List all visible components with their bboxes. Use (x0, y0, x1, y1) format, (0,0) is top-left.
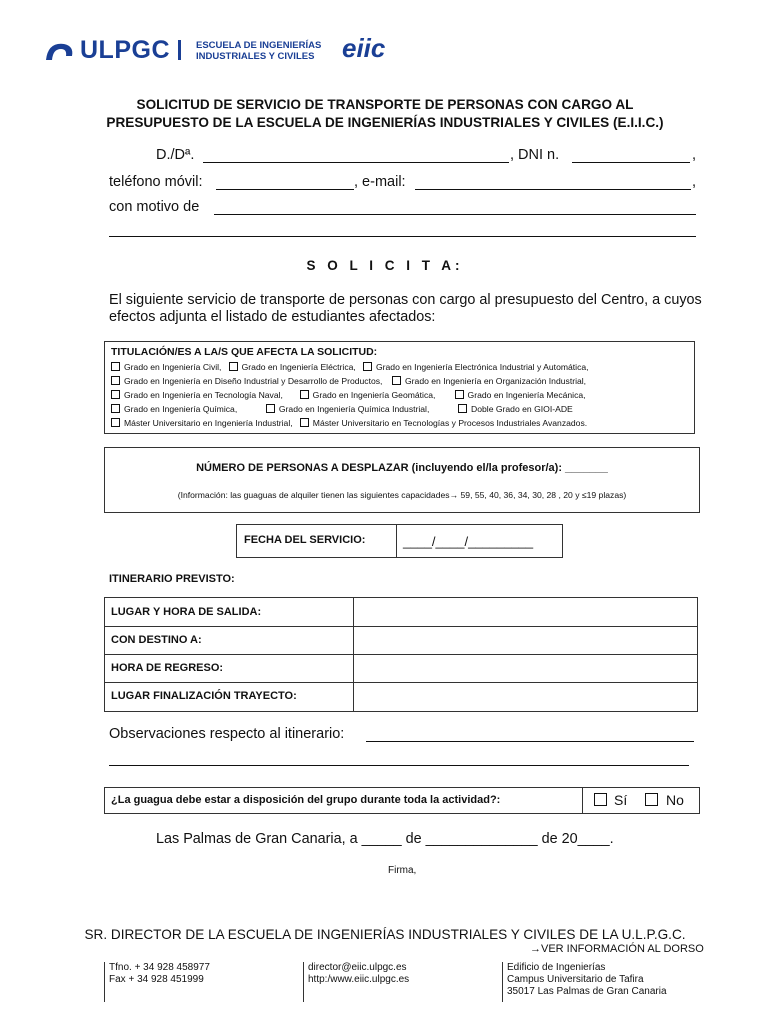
option-label: Grado en Ingeniería Geomática, (312, 390, 436, 400)
checkbox[interactable] (111, 418, 120, 427)
checkbox[interactable] (266, 404, 275, 413)
director-line: SR. DIRECTOR DE LA ESCUELA DE INGENIERÍAS INDUSTRIALES Y CIVILES DE LA U.L.P.G.C. (84, 927, 686, 942)
email-label: , e-mail: (354, 174, 406, 190)
personas-box (104, 447, 700, 513)
titulaciones-heading: TITULACIÓN/ES A LA/S QUE AFECTA LA SOLICITUD: (111, 346, 378, 358)
option-label: Máster Universitario en Ingeniería Industrial, (124, 418, 293, 428)
row-label: HORA DE REGRESO: (111, 662, 224, 674)
yes-label: Sí (614, 792, 628, 808)
option-label: Grado en Ingeniería en Organización Industrial, (405, 376, 587, 386)
fecha-label: FECHA DEL SERVICIO: (244, 534, 366, 546)
dni-label: , DNI n. (510, 147, 560, 163)
titulaciones-row (111, 376, 586, 386)
request-paragraph: El siguiente servicio de transporte de personas con cargo al presupuesto del Centro, a cuyos efectos adjunta el listado de estudiantes afectados: (109, 292, 702, 325)
comma-2: , (692, 174, 697, 190)
footer-web (303, 962, 409, 1002)
ulpgc-emblem-icon (44, 40, 76, 62)
itinerario-table (104, 597, 698, 712)
observaciones-field[interactable] (366, 727, 694, 742)
footer-address (502, 962, 667, 1002)
firma-label: Firma, (388, 865, 417, 876)
phone-field[interactable] (216, 175, 354, 190)
option-label: Grado en Ingeniería Electrónica Industrial y Automática, (375, 362, 589, 372)
titulaciones-row (111, 362, 589, 372)
footer-contact (104, 962, 210, 1002)
titulaciones-box (104, 341, 695, 434)
dni-field[interactable] (572, 148, 690, 163)
checkbox[interactable] (300, 390, 309, 399)
fax-text: Fax + 34 928 451999 (109, 974, 204, 985)
comma: , (692, 147, 697, 163)
name-label: D./Dª. (156, 147, 195, 163)
guagua-question: ¿La guagua debe estar a disposición del grupo durante toda la actividad?: (111, 794, 501, 806)
no-checkbox[interactable] (645, 793, 658, 806)
personas-label: NÚMERO DE PERSONAS A DESPLAZAR (incluyendo el/la profesor/a): _______ (196, 462, 608, 474)
option-label: Grado en Ingeniería Mecánica, (467, 390, 586, 400)
checkbox[interactable] (363, 362, 372, 371)
option-label: Grado en Ingeniería Química, (124, 404, 238, 414)
school-line-2: INDUSTRIALES Y CIVILES (196, 51, 315, 62)
fecha-field[interactable]: ____/____/_________ (403, 534, 534, 549)
reason-field[interactable] (214, 200, 696, 215)
phone-label: teléfono móvil: (109, 174, 203, 190)
checkbox[interactable] (111, 362, 120, 371)
address-line: Campus Universitario de Tafira (507, 974, 644, 985)
solicita-heading: S O L I C I T A: (306, 258, 464, 273)
checkbox[interactable] (455, 390, 464, 399)
title-line-2: PRESUPUESTO DE LA ESCUELA DE INGENIERÍAS INDUSTRIALES Y CIVILES (E.I.I.C.) (106, 115, 664, 130)
checkbox[interactable] (111, 404, 120, 413)
title-line-1: SOLICITUD DE SERVICIO DE TRANSPORTE DE PERSONAS CON CARGO AL (136, 97, 634, 112)
option-label: Grado en Ingeniería Eléctrica, (241, 362, 356, 372)
address-line: Edificio de Ingenierías (507, 962, 606, 973)
ulpgc-logo-text: ULPGC (80, 36, 170, 64)
row-label: LUGAR FINALIZACIÓN TRAYECTO: (111, 690, 297, 702)
titulaciones-row (111, 418, 587, 428)
option-label: Grado en Ingeniería Civil, (124, 362, 222, 372)
option-label: Grado en Ingeniería Química Industrial, (278, 404, 430, 414)
yes-checkbox[interactable] (594, 793, 607, 806)
reason-field-line-2[interactable] (109, 222, 696, 237)
itinerario-heading: ITINERARIO PREVISTO: (109, 573, 235, 585)
personas-info: (Información: las guaguas de alquiler tienen las siguientes capacidades→ 59, 55, 40, 36, 34, 30, 28 , 20 y ≤19 plazas) (177, 490, 627, 500)
phone-text: Tfno. + 34 928 458977 (109, 962, 210, 973)
no-label: No (666, 792, 684, 808)
school-line-1: ESCUELA DE INGENIERÍAS (196, 40, 322, 51)
guagua-question-cell (105, 788, 583, 813)
row-label: LUGAR Y HORA DE SALIDA: (111, 606, 262, 618)
option-label: Grado en Ingeniería en Tecnología Naval, (124, 390, 283, 400)
dorso-note: →VER INFORMACIÓN AL DORSO (530, 943, 704, 955)
titulaciones-row (111, 390, 586, 400)
guagua-box (104, 787, 700, 814)
table-divider (353, 598, 354, 711)
document-title (40, 96, 730, 132)
logo-divider (178, 40, 181, 60)
checkbox[interactable] (111, 376, 120, 385)
titulaciones-row (111, 404, 573, 414)
address-line: 35017 Las Palmas de Gran Canaria (507, 986, 667, 997)
option-label: Máster Universitario en Tecnologías y Procesos Industriales Avanzados. (312, 418, 588, 428)
reason-label: con motivo de (109, 199, 200, 215)
ulpgc-logo (44, 36, 170, 65)
school-logo-text (196, 40, 321, 62)
option-label: Grado en Ingeniería en Diseño Industrial y Desarrollo de Productos, (124, 376, 383, 386)
checkbox[interactable] (300, 418, 309, 427)
checkbox[interactable] (392, 376, 401, 385)
checkbox[interactable] (458, 404, 467, 413)
fecha-label-cell (237, 525, 397, 557)
table-row (105, 626, 697, 655)
checkbox[interactable] (229, 362, 238, 371)
observaciones-field-line-2[interactable] (109, 751, 689, 766)
fecha-box (236, 524, 563, 558)
table-row (105, 682, 697, 710)
eiic-logo: eiic (342, 33, 386, 63)
option-label: Doble Grado en GIOI-ADE (471, 404, 573, 414)
web-link[interactable]: http:/www.eiic.ulpgc.es (308, 974, 410, 985)
table-row (105, 654, 697, 683)
observaciones-label: Observaciones respecto al itinerario: (109, 726, 345, 742)
row-label: CON DESTINO A: (111, 634, 202, 646)
email-field[interactable] (415, 175, 691, 190)
table-row (105, 598, 697, 627)
name-field[interactable] (203, 148, 509, 163)
date-line: Las Palmas de Gran Canaria, a _____ de ______________ de 20____. (156, 831, 614, 847)
email-link[interactable]: director@eiic.ulpgc.es (308, 962, 407, 973)
checkbox[interactable] (111, 390, 120, 399)
